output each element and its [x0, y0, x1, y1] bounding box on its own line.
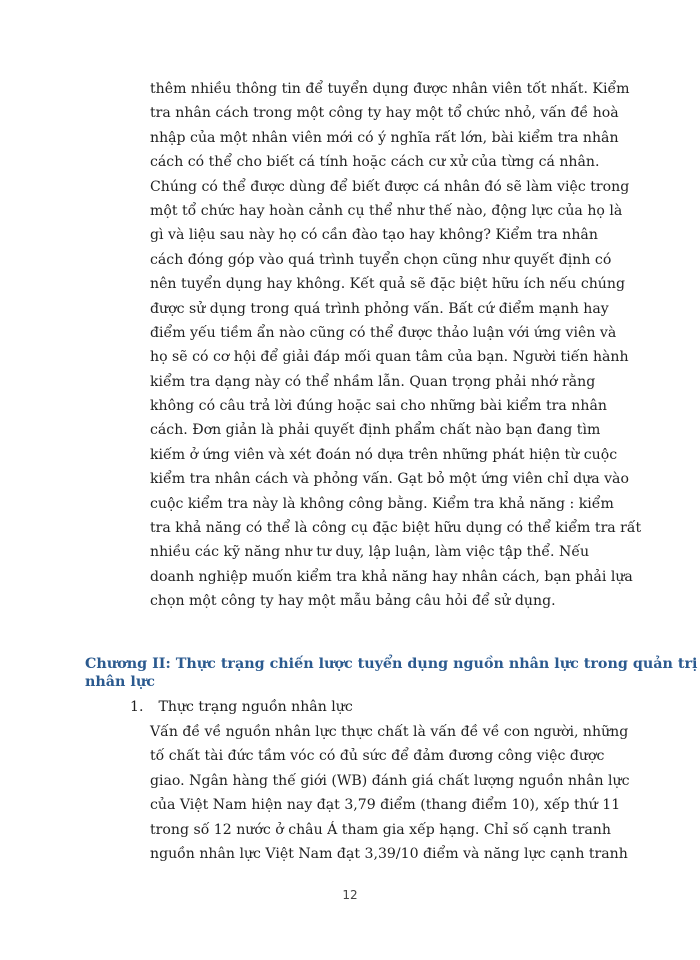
- paragraph-line: tra khả năng có thể là công cụ đặc biệt hữu dụng có thể kiểm tra rất: [150, 520, 642, 537]
- paragraph-line: của Việt Nam hiện nay đạt 3,79 điểm (thang điểm 10), xếp thứ 11: [150, 797, 621, 814]
- chapter-heading: [85, 655, 698, 691]
- section-heading: [130, 695, 600, 719]
- paragraph-line: Vấn đề về nguồn nhân lực thực chất là vấn đề về con người, những: [150, 724, 629, 740]
- paragraph-line: chọn một công ty hay một mẫu bảng câu hỏi để sử dụng.: [150, 593, 556, 610]
- section-title: Thực trạng nguồn nhân lực: [158, 699, 353, 715]
- paragraph-line: kiểm tra dạng này có thể nhầm lẫn. Quan trọng phải nhớ rằng: [150, 373, 596, 390]
- paragraph-line: không có câu trả lời đúng hoặc sai cho những bài kiểm tra nhân: [150, 398, 607, 415]
- paragraph-line: điểm yếu tiềm ẩn nào cũng có thể được thảo luận với ứng viên và: [150, 324, 617, 341]
- paragraph-recruitment-testing: [150, 77, 642, 614]
- paragraph-line: kiểm tra nhân cách và phỏng vấn. Gạt bỏ một ứng viên chỉ dựa vào: [150, 471, 629, 488]
- paragraph-line: gì và liệu sau này họ có cần đào tạo hay không? Kiểm tra nhân: [150, 227, 598, 244]
- chapter-heading-line: Chương II: Thực trạng chiến lược tuyển dụng nguồn nhân lực trong quản trị: [85, 656, 698, 672]
- paragraph-line: một tổ chức hay hoàn cảnh cụ thể như thế nào, động lực của họ là: [150, 202, 623, 219]
- paragraph-line: giao. Ngân hàng thế giới (WB) đánh giá chất lượng nguồn nhân lực: [150, 772, 630, 789]
- paragraph-line: thêm nhiều thông tin để tuyển dụng được nhân viên tốt nhất. Kiểm: [150, 81, 630, 97]
- paragraph-line: cuộc kiểm tra này là không công bằng. Kiểm tra khả năng : kiểm: [150, 495, 614, 512]
- paragraph-line: cách có thể cho biết cá tính hoặc cách cư xử của từng cá nhân.: [150, 154, 600, 171]
- paragraph-line: nên tuyển dụng hay không. Kết quả sẽ đặc biệt hữu ích nếu chúng: [150, 276, 625, 293]
- paragraph-line: doanh nghiệp muốn kiểm tra khả năng hay nhân cách, bạn phải lựa: [150, 568, 633, 585]
- chapter-heading-line: nhân lực: [85, 674, 155, 690]
- paragraph-line: kiếm ở ứng viên và xét đoán nó dựa trên những phát hiện từ cuộc: [150, 446, 618, 463]
- paragraph-line: trong số 12 nước ở châu Á tham gia xếp hạng. Chỉ số cạnh tranh: [150, 821, 611, 838]
- paragraph-line: họ sẽ có cơ hội để giải đáp mối quan tâm của bạn. Người tiến hành: [150, 349, 629, 366]
- paragraph-line: được sử dụng trong quá trình phỏng vấn. Bất cứ điểm mạnh hay: [150, 300, 609, 317]
- section-number: 1.: [130, 699, 144, 715]
- paragraph-line: Chúng có thể được dùng để biết được cá nhân đó sẽ làm việc trong: [150, 178, 630, 195]
- paragraph-line: nhiều các kỹ năng như tư duy, lập luận, làm việc tập thể. Nếu: [150, 544, 590, 561]
- paragraph-human-resources: [150, 720, 630, 866]
- paragraph-line: tố chất tài đức tầm vóc có đủ sức để đảm đương công việc được: [150, 748, 605, 765]
- paragraph-line: cách. Đơn giản là phải quyết định phẩm chất nào bạn đang tìm: [150, 422, 601, 439]
- page-number: 12: [342, 888, 358, 902]
- paragraph-line: nhập của một nhân viên mới có ý nghĩa rất lớn, bài kiểm tra nhân: [150, 129, 619, 146]
- paragraph-line: tra nhân cách trong một công ty hay một tổ chức nhỏ, vấn đề hoà: [150, 105, 619, 122]
- paragraph-line: cách đóng góp vào quá trình tuyển chọn cũng như quyết định có: [150, 251, 612, 268]
- paragraph-line: nguồn nhân lực Việt Nam đạt 3,39/10 điểm và năng lực cạnh tranh: [150, 845, 628, 862]
